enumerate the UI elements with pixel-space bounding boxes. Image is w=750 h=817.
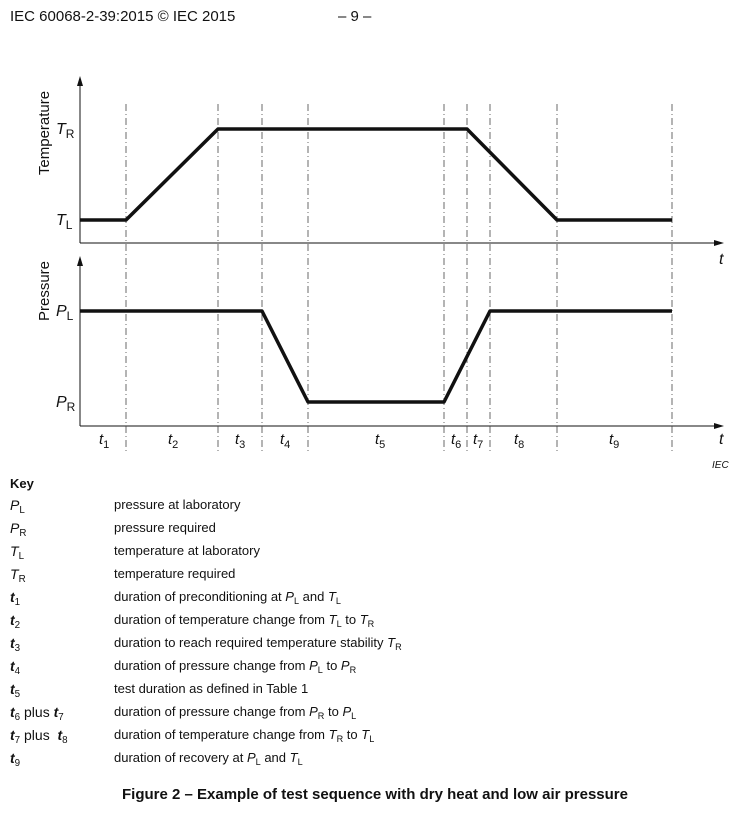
key-row xyxy=(10,520,402,543)
key-symbol: $t_6$ plus $t_7$ xyxy=(10,704,64,723)
key-row xyxy=(10,566,402,589)
key-description: temperature at laboratory xyxy=(114,543,260,558)
key-description: duration of pressure change from $P_L$ to $P_R$ xyxy=(114,658,357,675)
press-x-arrow xyxy=(714,423,724,429)
interval-label-t1: $t_1$ xyxy=(99,431,110,451)
key-row xyxy=(10,635,402,658)
header-page-number: – 9 – xyxy=(338,8,372,25)
key-description: temperature required xyxy=(114,566,236,581)
pressure-profile xyxy=(80,311,672,402)
key-symbol: $T_R$ xyxy=(10,566,26,585)
temperature-profile xyxy=(80,129,672,220)
press-y-arrow xyxy=(77,256,83,266)
temp-high-label: $T_R$ xyxy=(56,121,75,141)
key-description: test duration as defined in Table 1 xyxy=(114,681,309,696)
temp-x-arrow xyxy=(714,240,724,246)
key-row xyxy=(10,704,402,727)
key-description: duration of temperature change from $T_R$ to $T_L$ xyxy=(114,727,375,744)
interval-label-t2: $t_2$ xyxy=(168,431,179,451)
key-description: duration of preconditioning at $P_L$ and $T_L$ xyxy=(114,589,341,606)
time-axis-label-top: t xyxy=(719,251,724,268)
interval-label-t5: $t_5$ xyxy=(375,431,386,451)
key-table xyxy=(10,497,402,773)
key-row xyxy=(10,750,402,773)
temperature-axis-label: Temperature xyxy=(36,90,53,176)
pressure-axis-label: Pressure xyxy=(36,260,53,322)
key-description: pressure at laboratory xyxy=(114,497,241,512)
key-symbol: $P_L$ xyxy=(10,497,25,516)
key-row xyxy=(10,612,402,635)
key-symbol: $T_L$ xyxy=(10,543,25,562)
key-row xyxy=(10,727,402,750)
header-standard-ref: IEC 60068-2-39:2015 © IEC 2015 xyxy=(10,8,236,25)
interval-label-t9: $t_9$ xyxy=(609,431,620,451)
key-row xyxy=(10,543,402,566)
key-row xyxy=(10,681,402,704)
key-row xyxy=(10,497,402,520)
interval-label-t3: $t_3$ xyxy=(235,431,246,451)
key-symbol: $t_7$ plus $t_8$ xyxy=(10,727,68,746)
time-axis-label-bottom: t xyxy=(719,431,724,448)
figure-caption: Figure 2 – Example of test sequence with dry heat and low air pressure xyxy=(122,786,628,803)
interval-label-t4: $t_4$ xyxy=(280,431,291,451)
key-symbol: $t_2$ xyxy=(10,612,21,631)
key-symbol: $t_4$ xyxy=(10,658,21,677)
interval-label-t6: $t_6$ xyxy=(451,431,462,451)
key-symbol: $t_9$ xyxy=(10,750,21,769)
key-row xyxy=(10,658,402,681)
interval-labels xyxy=(99,431,619,451)
key-symbol: $t_3$ xyxy=(10,635,21,654)
key-description: duration of recovery at $P_L$ and $T_L$ xyxy=(114,750,303,767)
phase-boundaries xyxy=(126,104,672,452)
key-row xyxy=(10,589,402,612)
interval-label-t7: $t_7$ xyxy=(473,431,484,451)
key-title: Key xyxy=(10,476,34,491)
key-symbol: $t_5$ xyxy=(10,681,21,700)
key-symbol: $t_1$ xyxy=(10,589,21,608)
temp-low-label: $T_L$ xyxy=(56,212,73,232)
key-description: duration to reach required temperature stability $T_R$ xyxy=(114,635,402,652)
key-symbol: $P_R$ xyxy=(10,520,27,539)
interval-label-t8: $t_8$ xyxy=(514,431,525,451)
press-high-label: $P_L$ xyxy=(56,303,74,323)
key-description: duration of temperature change from $T_L$ to $T_R$ xyxy=(114,612,375,629)
key-description: duration of pressure change from $P_R$ to $P_L$ xyxy=(114,704,357,721)
key-description: pressure required xyxy=(114,520,216,535)
temp-y-arrow xyxy=(77,76,83,86)
iec-watermark: IEC xyxy=(712,460,729,471)
press-low-label: $P_R$ xyxy=(56,394,76,414)
